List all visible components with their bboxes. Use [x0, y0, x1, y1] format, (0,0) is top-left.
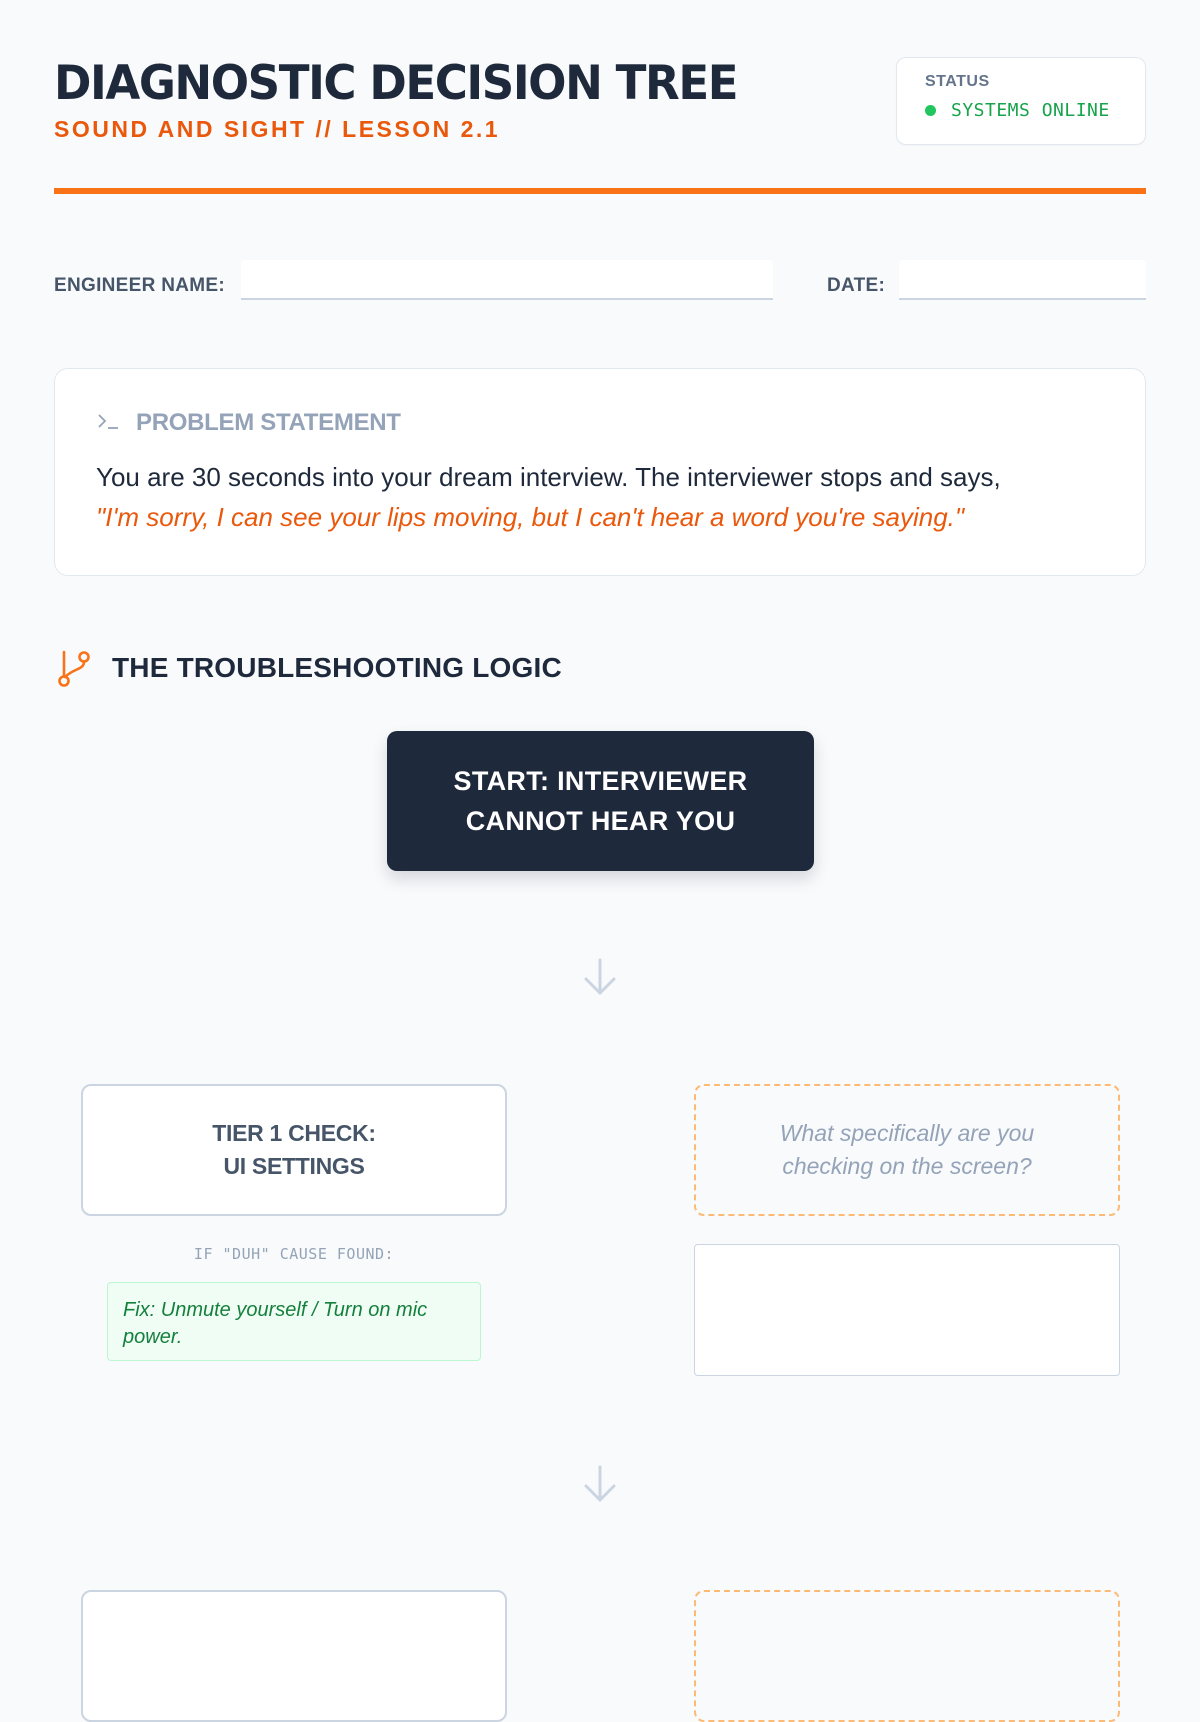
start-node: [387, 731, 814, 871]
tier-1-check-box: [81, 1084, 507, 1216]
status-line: [925, 100, 1145, 121]
status-value: SYSTEMS ONLINE: [951, 100, 1110, 121]
tier-1-cause-label: IF "DUH" CAUSE FOUND:: [193, 1245, 395, 1263]
engineer-name-input[interactable]: [241, 260, 773, 300]
tier-1-fix-box: [107, 1282, 481, 1361]
tier-2-check-box: [81, 1590, 507, 1722]
tier-1-question: What specifically are you checking on the screen?: [779, 1120, 1035, 1179]
terminal-prompt-icon: [96, 411, 136, 436]
page-header: [54, 0, 1146, 194]
logic-title: THE TROUBLESHOOTING LOGIC: [112, 652, 562, 683]
arrow-down-icon: [582, 957, 618, 997]
problem-title: PROBLEM STATEMENT: [136, 409, 401, 436]
tier-1-fix-text: Fix: Unmute yourself / Turn on mic power.: [123, 1299, 428, 1348]
problem-text: You are 30 seconds into your dream interview. The interviewer stops and says,: [96, 462, 1001, 492]
git-branch-icon: [54, 648, 94, 688]
start-node-label: START: INTERVIEWER CANNOT HEAR YOU: [453, 766, 748, 836]
tier-1-title: TIER 1 CHECK: UI SETTINGS: [212, 1120, 376, 1179]
status-card: [896, 57, 1146, 145]
date-input[interactable]: [899, 260, 1146, 300]
tier-1-answer-field[interactable]: [694, 1244, 1120, 1376]
problem-quote: "I'm sorry, I can see your lips moving, but I can't hear a word you're saying.": [96, 502, 965, 532]
arrow-down-icon: [582, 1464, 618, 1504]
engineer-name-label: ENGINEER NAME:: [54, 275, 225, 296]
info-fields: [54, 260, 1146, 370]
status-dot-icon: [925, 105, 936, 116]
page-title: DIAGNOSTIC DECISION TREE: [54, 56, 738, 111]
tier-2-question-box: [694, 1590, 1120, 1722]
tier-1-question-box: [694, 1084, 1120, 1216]
date-label: DATE:: [827, 275, 886, 296]
problem-header: [96, 409, 1145, 437]
logic-section-heading: [54, 648, 562, 688]
problem-statement-card: [54, 368, 1146, 576]
page-subtitle: SOUND AND SIGHT // LESSON 2.1: [54, 116, 501, 142]
status-label: STATUS: [925, 73, 990, 90]
